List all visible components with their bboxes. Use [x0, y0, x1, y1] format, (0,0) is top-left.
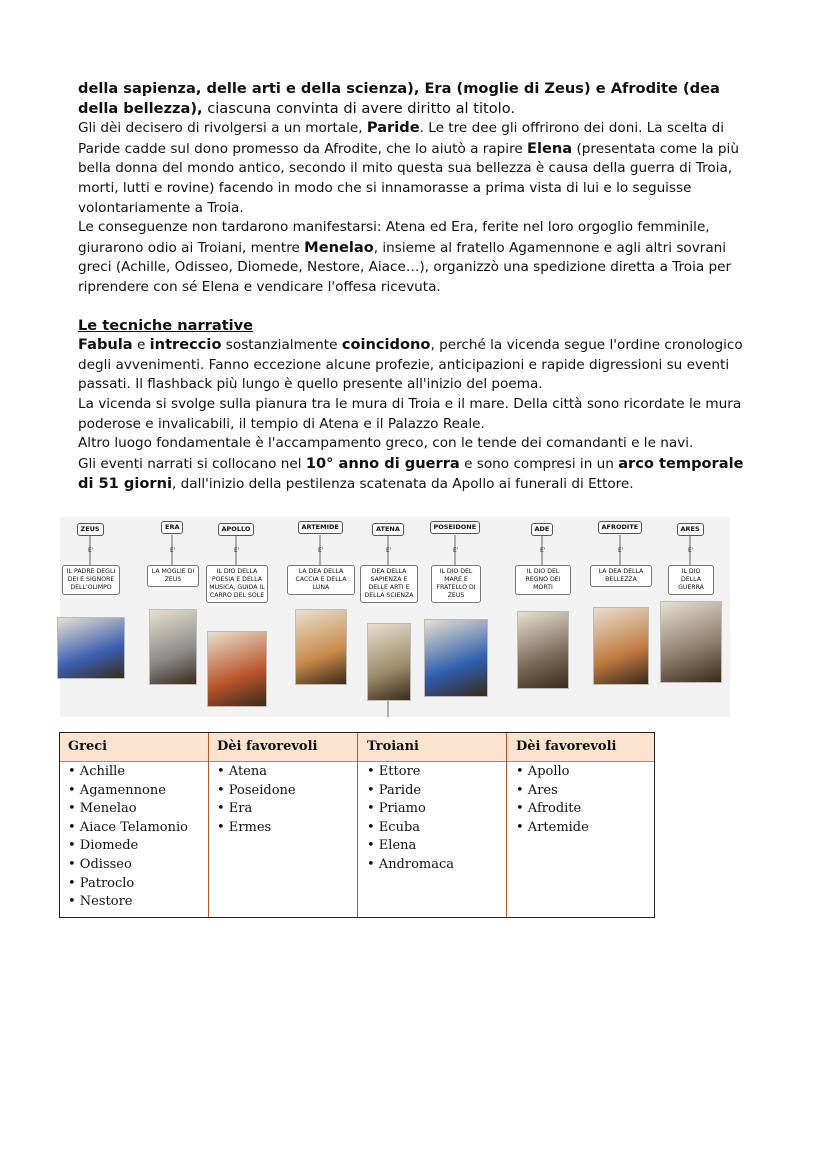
header-dei-favorevoli-troiani: Dèi favorevoli	[516, 739, 617, 754]
god-name-zeus: ZEUS	[77, 523, 104, 536]
table-cell: • Ares	[516, 782, 558, 798]
god-name-apollo: APOLLO	[218, 523, 255, 536]
bold-text: arco temporale di 51 giorni	[78, 454, 744, 493]
column-troiani	[367, 763, 454, 875]
body-text	[78, 79, 750, 495]
header-troiani: Troiani	[367, 739, 419, 754]
god-connector-label: E'	[170, 547, 176, 554]
column-greci	[68, 763, 188, 912]
text: ciascuna convinta di avere diritto al titolo.	[202, 99, 516, 117]
allies-table	[59, 732, 655, 918]
table-cell: • Diomede	[68, 838, 139, 854]
paragraph-7	[78, 454, 750, 495]
table-cell: • Ecuba	[367, 819, 421, 835]
text: (presentata come la più bella donna del mondo antico, secondo il mito questa sua bellezza è causa della guerra di Troia, morti, lutti e rovine) facendo in modo che si innamorasse a prima vista di lui e lo seguisse volontariamente a Troia.	[78, 140, 739, 216]
god-description: IL PADRE DEGLI DEI E SIGNORE DELL'OLIMPO	[62, 565, 120, 595]
god-name-era: ERA	[161, 521, 183, 534]
table-cell: • Ettore	[367, 764, 421, 779]
god-name-poseidone: POSEIDONE	[430, 521, 481, 534]
god-name-artemide: ARTEMIDE	[298, 521, 343, 534]
god-connector-label: E'	[234, 547, 240, 554]
god-name-atena: ATENA	[372, 523, 404, 536]
bold-text: 10° anno di guerra	[305, 454, 460, 472]
god-image	[660, 601, 722, 683]
god-connector-label: E'	[386, 547, 392, 554]
table-cell: • Nestore	[68, 894, 133, 910]
paragraph-2	[78, 118, 750, 218]
table-cell: • Agamennone	[68, 782, 166, 798]
god-image	[295, 609, 347, 685]
text: e	[132, 337, 150, 354]
table-cell: • Ermes	[217, 819, 272, 835]
paragraph-1	[78, 79, 750, 118]
bold-text: intreccio	[149, 336, 222, 354]
god-connector-label: E'	[318, 547, 324, 554]
god-image	[593, 607, 649, 685]
god-description: LA MOGLIE DI ZEUS	[147, 565, 199, 587]
table-cell: • Menelao	[68, 801, 137, 817]
header-greci: Greci	[68, 739, 108, 754]
god-image	[57, 617, 125, 679]
god-image	[517, 611, 569, 689]
text: Gli dèi decisero di rivolgersi a un mortale,	[78, 120, 367, 137]
god-image	[207, 631, 267, 707]
column-divider	[357, 733, 358, 917]
text: . Le tre dee gli offrirono dei doni. La scelta di Paride cadde sul dono promesso da Afrodite, che lo aiutò a rapire	[78, 120, 725, 157]
bold-text: coincidono	[341, 336, 431, 354]
god-image	[424, 619, 488, 697]
god-description: IL DIO DEL MARE E FRATELLO DI ZEUS	[431, 565, 481, 603]
table-cell: • Artemide	[516, 819, 589, 835]
bold-text: Menelao	[304, 238, 374, 256]
column-divider	[208, 733, 209, 917]
paragraph-5: La vicenda si svolge sulla pianura tra le mura di Troia e il mare. Della città sono ricordate le mura poderose e invalicabili, il tempio di Atena e il Palazzo Reale.	[78, 395, 742, 432]
god-image	[149, 609, 197, 685]
table-cell: • Paride	[367, 782, 422, 798]
header-dei-favorevoli-greci: Dèi favorevoli	[217, 739, 318, 754]
text: , dall'inizio della pestilenza scatenata da Apollo ai funerali di Ettore.	[171, 476, 634, 493]
god-connector-label: E'	[618, 547, 624, 554]
table-cell: • Aiace Telamonio	[68, 819, 188, 835]
column-dei-greci	[217, 763, 296, 837]
bold-text: Elena	[527, 139, 573, 157]
section-heading: Le tecniche narrative	[78, 316, 254, 334]
table-cell: • Atena	[217, 764, 268, 779]
text: sostanzialmente	[221, 337, 342, 354]
paragraph-6: Altro luogo fondamentale è l'accampamento greco, con le tende dei comandanti e le navi.	[78, 435, 694, 452]
table-cell: • Achille	[68, 764, 126, 779]
table-cell: • Odisseo	[68, 856, 132, 872]
gods-diagram	[60, 517, 730, 717]
god-image	[367, 623, 411, 701]
god-name-ade: ADE	[531, 523, 554, 536]
table-cell: • Apollo	[516, 764, 570, 779]
bold-text: Paride	[366, 119, 420, 137]
god-connector-label: E'	[453, 547, 459, 554]
table-cell: • Afrodite	[516, 801, 582, 817]
god-connector-label: E'	[688, 547, 694, 554]
god-connector-label: E'	[88, 547, 94, 554]
text: Gli eventi narrati si collocano nel	[78, 455, 306, 472]
god-name-afrodite: AFRODITE	[598, 521, 643, 534]
god-name-ares: ARES	[677, 523, 704, 536]
table-cell: • Poseidone	[217, 782, 296, 798]
god-description: LA DEA DELLA CACCIA E DELLA LUNA	[287, 565, 355, 595]
column-dei-troiani	[516, 763, 589, 837]
text: Le conseguenze non tardarono manifestarsi: Atena ed Era, ferite nel loro orgoglio femminile, giurarono odio ai Troiani, mentre	[78, 219, 710, 256]
god-description: DEA DELLA SAPIENZA E DELLE ARTI E DELLA SCIENZA	[360, 565, 418, 603]
table-cell: • Patroclo	[68, 875, 135, 891]
bold-text: Fabula	[78, 336, 133, 354]
paragraph-3	[78, 218, 750, 297]
text: , insieme al fratello Agamennone e agli altri sovrani greci (Achille, Odisseo, Diomede, Nestore, Aiace…), organizzò una spedizione diretta a Troia per riprendere con sé Elena e vendicare l'offesa ricevuta.	[78, 239, 732, 295]
god-description: IL DIO DELLA POESIA E DELLA MUSICA, GUIDA IL CARRO DEL SOLE	[206, 565, 268, 603]
text: , perché la vicenda segue l'ordine cronologico degli avvenimenti. Fanno eccezione alcune profezie, anticipazioni e rapide digressioni su eventi passati. Il flashback più lungo è quello presente all'inizio del poema.	[78, 337, 743, 393]
paragraph-4	[78, 335, 750, 395]
table-cell: • Elena	[367, 838, 417, 854]
god-description: IL DIO DELLA GUERRA	[668, 565, 714, 595]
bold-text: della sapienza, delle arti e della scienza), Era (moglie di Zeus) e Afrodite (dea della bellezza),	[78, 80, 720, 117]
column-divider	[506, 733, 507, 917]
table-cell: • Priamo	[367, 801, 426, 817]
table-cell: • Era	[217, 801, 253, 817]
table-cell: • Andromaca	[367, 856, 455, 872]
god-connector-label: E'	[540, 547, 546, 554]
god-description: IL DIO DEL REGNO DEI MORTI	[515, 565, 571, 595]
text: e sono compresi in un	[459, 455, 619, 472]
god-description: LA DEA DELLA BELLEZZA	[590, 565, 652, 587]
